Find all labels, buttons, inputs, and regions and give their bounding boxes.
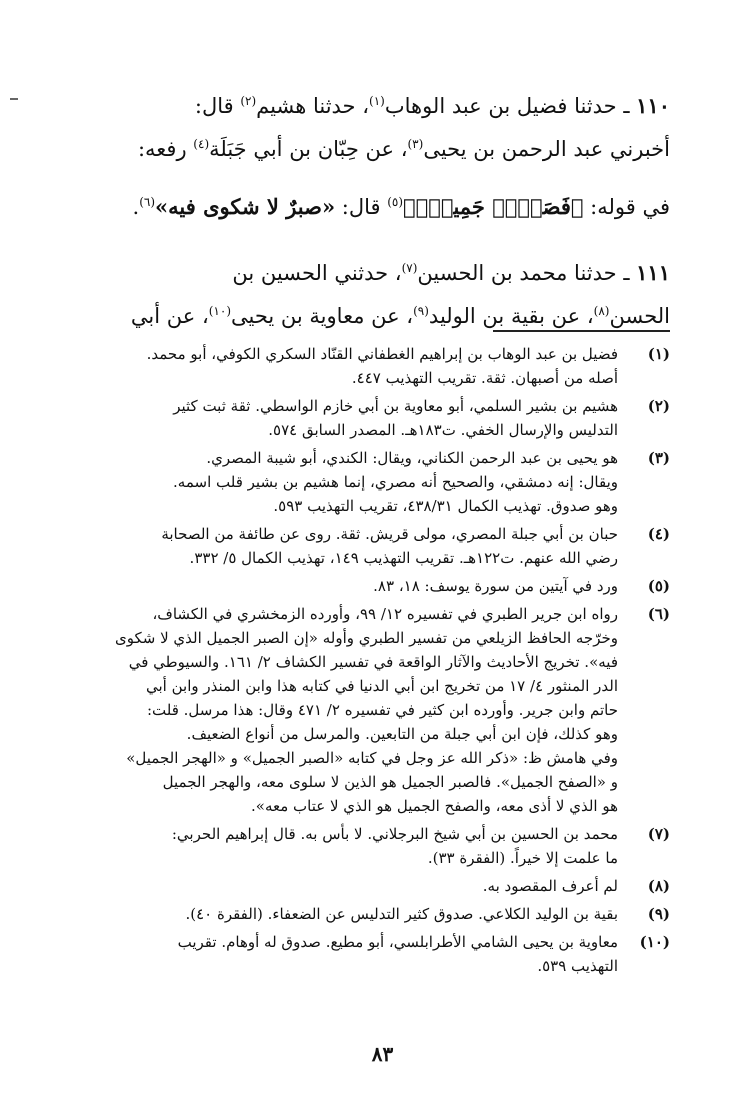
hadith-number: ١١٠ [636,93,670,118]
footnote-line: رضي الله عنهم. ت١٢٢هـ. تقريب التهذيب ١٤٩، تهذيب الكمال ٥/ ٣٣٢. [189,549,618,567]
footnote-line: بقية بن الوليد الكلاعي. صدوق كثير التدليس عن الضعفاء. (الفقرة ٤٠). [185,905,618,923]
footnote [95,874,670,898]
footnote-line: هو الذي لا أذى معه، والصفح الجميل هو الذي لا عتاب معه». [251,797,618,815]
footnote-ref: (٣) [407,137,424,151]
footnote-number: (٩) [647,905,670,923]
footnote [95,930,670,978]
footnote-ref: (٨) [593,304,610,318]
footnote-line: فيه». تخريج الأحاديث والآثار الواقعة في تفسير الكشاف ٢/ ١٦١. والسيوطي في [128,653,618,671]
footnote [95,574,670,598]
footnote-line: ويقال: إنه دمشقي، والصحيح أنه مصري، إنما هشيم بن بشير قلب اسمه. [173,473,618,491]
footnote-line: وهو صدوق. تهذيب الكمال ٤٣٨/٣١، تقريب التهذيب ٥٩٣. [273,497,618,515]
footnote-number: (٦) [647,605,670,623]
footnote-ref: (٧) [401,261,418,275]
footnote-ref: (٥) [387,195,404,209]
footnote-line: وخرّجه الحافظ الزيلعي من تفسير الطبري وأوله «إن الصبر الجميل الذي لا شكوى [114,629,618,647]
footnote [95,822,670,870]
footnote-line: التهذيب ٥٣٩. [537,957,618,975]
hadith-110-line-3: في قوله: ﴿فَصَبۡرٞ جَمِيلٞۖ﴾$^{(٥)}$ قال: «صبرٌ لا شكوى فيه»$^{(٦)}$. [132,194,670,219]
footnote [95,602,670,818]
book-page [95,84,670,1094]
hadith-111-line-2: الحسن$^{(٨)}$، عن بقية بن الوليد$^{(٩)}$، عن معاوية بن يحيى$^{(١٠)}$، عن أبي [130,304,670,328]
footnotes [95,342,670,982]
footnote-text [95,902,618,926]
footnote-text [95,342,618,390]
footnote [95,342,670,390]
footnote-ref: (١) [369,94,385,108]
footnote-line: محمد بن الحسين بن أبي شيخ البرجلاني. لا بأس به. قال إبراهيم الحربي: [171,825,618,843]
footnote-text [95,522,618,570]
footnote-text [95,822,618,870]
footnote-line: فضيل بن عبد الوهاب بن إبراهيم الغطفاني القنّاد السكري الكوفي، أبو محمد. [146,345,618,363]
footnote-text [95,874,618,898]
footnote-line: رواه ابن جرير الطبري في تفسيره ١٢/ ٩٩، وأورده الزمخشري في الكشاف، [152,605,618,623]
hadith-110-line-1: ١١٠ ـ حدثنا فضيل بن عبد الوهاب$^{(١)}$، حدثنا هشيم$^{(٢)}$ قال: [194,93,670,118]
footnote-line: هشيم بن بشير السلمي، أبو معاوية بن أبي خازم الواسطي. ثقة ثبت كثير [173,397,618,415]
footnote-line: وهو كذلك، فإن ابن أبي جبلة من التابعين. والمرسل من أنواع الضعيف. [186,725,618,743]
footnote-number: (٧) [647,825,670,843]
footnote-ref: (٢) [240,94,257,108]
footnote-number: (٥) [647,577,670,595]
footnote-number: (١) [647,345,670,363]
footnote-line: هو يحيى بن عبد الرحمن الكناني، ويقال: الكندي، أبو شيبة المصري. [206,449,618,467]
page-number: ٨٣ [371,1042,394,1066]
footnote [95,522,670,570]
footnote-text [95,394,618,442]
quoted-saying: «صبرٌ لا شكوى فيه» [155,194,336,219]
footnote-ref: (٩) [413,304,429,318]
footnote-text [95,930,618,978]
footnote-line: أصله من أصبهان. ثقة. تقريب التهذيب ٤٤٧. [351,369,618,387]
footnote-number: (٣) [647,449,670,467]
footnote-number: (٢) [647,397,670,415]
footnote-line: التدليس والإرسال الخفي. ت١٨٣هـ. المصدر السابق ٥٧٤. [268,421,618,439]
footnote-line: حبان بن أبي جبلة المصري، مولى قريش. ثقة. روى عن طائفة من الصحابة [161,525,618,543]
footnote-line: ما علمت إلا خيراً. (الفقرة ٣٣). [427,849,618,867]
footnote-ref: (٦) [139,195,156,209]
footnote-text [95,602,618,818]
footnote-line: ورد في آيتين من سورة يوسف: ١٨، ٨٣. [373,577,618,595]
footnote-number: (١٠) [639,933,670,951]
main-text [95,84,670,338]
footnote-text [95,446,618,518]
footnote [95,446,670,518]
footnote-separator [493,330,670,332]
margin-mark [10,98,18,100]
footnote-line: لم أعرف المقصود به. [482,877,618,895]
footnote-line: وفي هامش ظ: «ذكر الله عز وجل في كتابه «الصبر الجميل» و «الهجر الجميل» [126,749,618,767]
hadith-111-line-1: ١١١ ـ حدثنا محمد بن الحسين$^{(٧)}$، حدثني الحسين بن [232,260,670,285]
footnote-line: معاوية بن يحيى الشامي الأطرابلسي، أبو مطيع. صدوق له أوهام. تقريب [177,933,618,951]
hadith-number: ١١١ [636,260,670,285]
quran-verse: ﴿فَصَبۡرٞ جَمِيلٞۖ﴾ [403,194,584,219]
footnote-line: الدر المنثور ٤/ ١٧ من تخريج ابن أبي الدنيا في كتابه هذا وابن المنذر وابن أبي [145,677,618,695]
footnote-ref: (١٠) [208,304,231,318]
footnote-number: (٤) [647,525,670,543]
footnote-line: و «الصفح الجميل». فالصبر الجميل هو الذين لا سلوى معه، والهجر الجميل [162,773,618,791]
footnote-ref: (٤) [193,137,210,151]
footnote [95,902,670,926]
footnote-number: (٨) [647,877,670,895]
footnote-text [95,574,618,598]
hadith-110-line-2: أخبرني عبد الرحمن بن يحيى$^{(٣)}$، عن حِبّان بن أبي جَبَلَة$^{(٤)}$ رفعه: [137,137,670,161]
footnote [95,394,670,442]
footnote-line: حاتم وابن جرير. وأورده ابن كثير في تفسيره ٢/ ٤٧١ وقال: هذا مرسل. قلت: [146,701,618,719]
